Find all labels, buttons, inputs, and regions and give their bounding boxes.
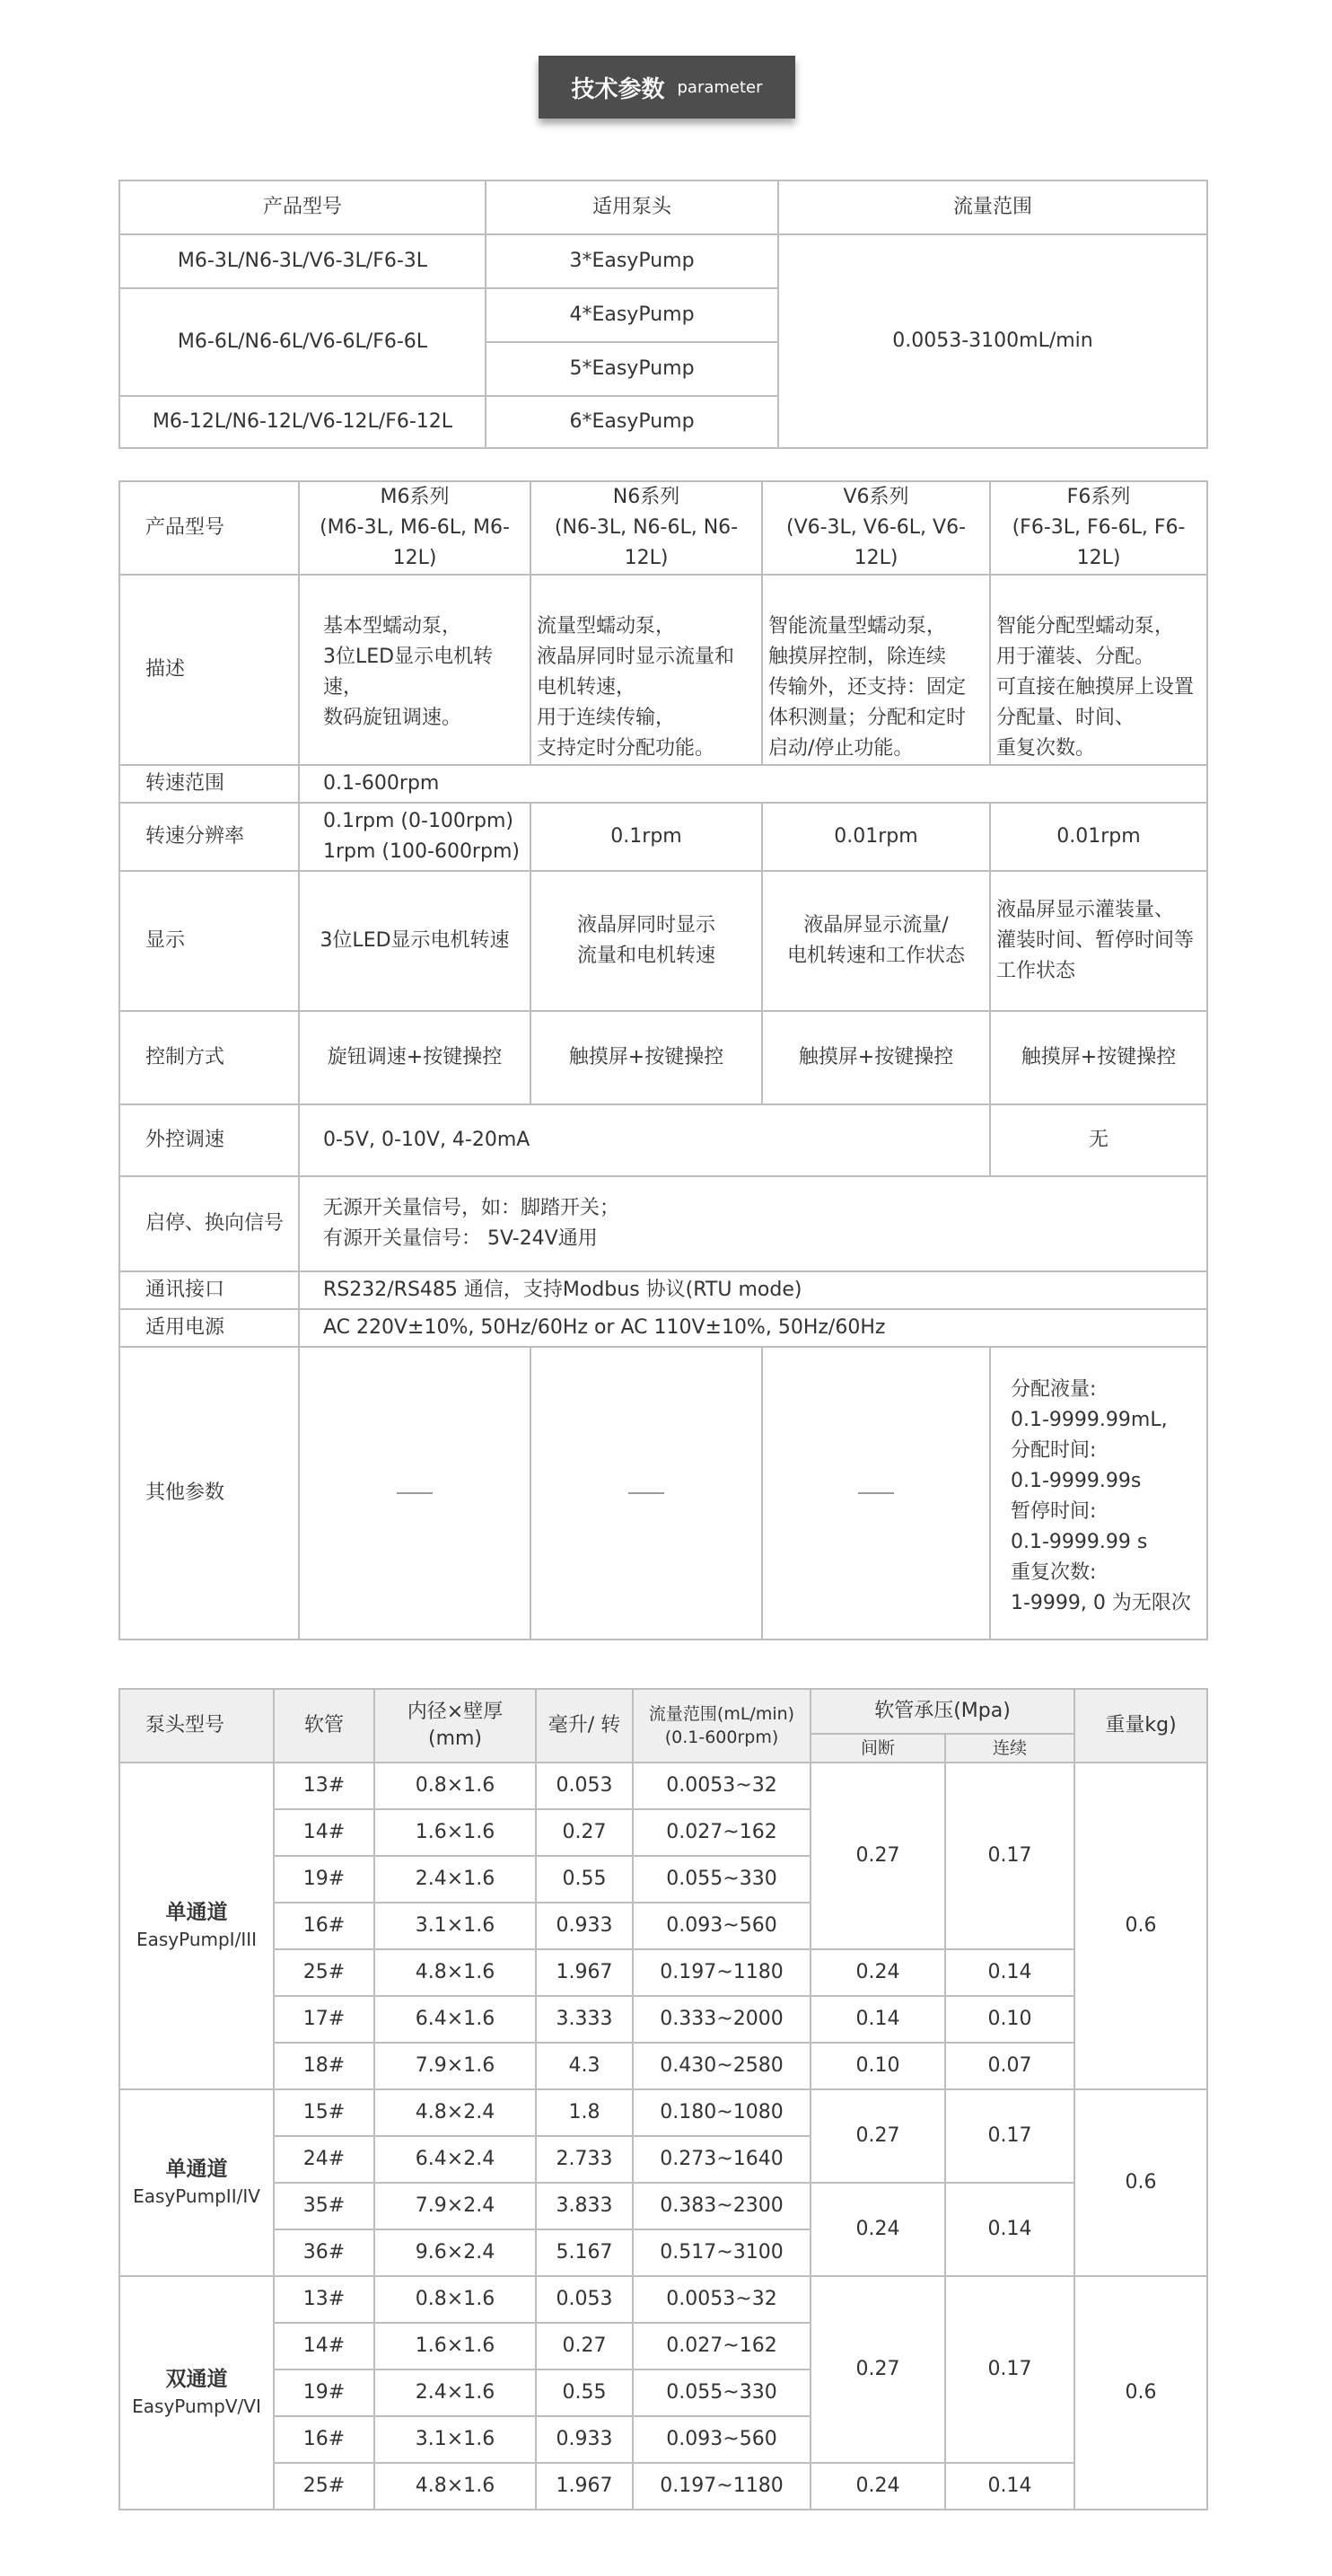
desc-m6: 基本型蠕动泵， 3位LED显示电机转速， 数码旋钮调速。 xyxy=(299,575,530,765)
continuous-cell: 0.14 xyxy=(945,2183,1074,2276)
dims-cell: 2.4×1.6 xyxy=(374,1856,536,1903)
tube-cell: 24# xyxy=(274,2136,374,2183)
continuous-cell: 0.17 xyxy=(945,2089,1074,2183)
dims-cell: 1.6×1.6 xyxy=(374,2323,536,2369)
flow-range-cell: 0.0053-3100mL/min xyxy=(778,234,1207,448)
series-header-f6: F6系列 (F6-3L, F6-6L, F6-12L) xyxy=(990,481,1207,575)
ml-cell: 0.053 xyxy=(536,1763,633,1809)
flow-cell: 0.180~1080 xyxy=(633,2089,811,2136)
dash-mark xyxy=(628,1492,664,1494)
row-label: 转速范围 xyxy=(119,765,299,803)
ml-cell: 1.967 xyxy=(536,2463,633,2510)
flow-cell: 0.197~1180 xyxy=(633,2463,811,2510)
tube-cell: 13# xyxy=(274,1763,374,1809)
intermittent-cell: 0.24 xyxy=(811,1949,945,1996)
tube-cell: 14# xyxy=(274,2323,374,2369)
control-m6: 旋钮调速+按键操控 xyxy=(299,1011,530,1104)
other-n6 xyxy=(530,1347,762,1640)
dims-cell: 4.8×1.6 xyxy=(374,2463,536,2510)
intermittent-cell: 0.10 xyxy=(811,2043,945,2089)
tube-cell: 18# xyxy=(274,2043,374,2089)
continuous-cell: 0.17 xyxy=(945,1763,1074,1949)
pump-cell: 5*EasyPump xyxy=(486,342,778,396)
header-cell: 软管承压(Mpa) xyxy=(811,1689,1074,1734)
section-banner xyxy=(539,56,795,119)
other-v6 xyxy=(762,1347,990,1640)
flow-cell: 0.383~2300 xyxy=(633,2183,811,2229)
desc-f6: 智能分配型蠕动泵， 用于灌装、分配。 可直接在触摸屏上设置 分配量、时间、 重复次数。 xyxy=(990,575,1207,765)
flow-cell: 0.055~330 xyxy=(633,2369,811,2416)
tube-cell: 19# xyxy=(274,2369,374,2416)
row-label: 显示 xyxy=(119,871,299,1011)
dims-cell: 0.8×1.6 xyxy=(374,2276,536,2323)
desc-n6: 流量型蠕动泵， 液晶屏同时显示流量和 电机转速， 用于连续传输， 支持定时分配功能。 xyxy=(530,575,762,765)
header-cell: 泵头型号 xyxy=(119,1689,274,1763)
weight-cell: 0.6 xyxy=(1074,2276,1207,2510)
row-label: 转速分辨率 xyxy=(119,803,299,871)
continuous-cell: 0.17 xyxy=(945,2276,1074,2463)
flow-cell: 0.333~2000 xyxy=(633,1996,811,2043)
resolution-n6: 0.1rpm xyxy=(530,803,762,871)
ml-cell: 5.167 xyxy=(536,2229,633,2276)
continuous-cell: 0.14 xyxy=(945,1949,1074,1996)
ml-cell: 0.27 xyxy=(536,2323,633,2369)
flow-cell: 0.430~2580 xyxy=(633,2043,811,2089)
tube-cell: 13# xyxy=(274,2276,374,2323)
ml-cell: 1.967 xyxy=(536,1949,633,1996)
control-v6: 触摸屏+按键操控 xyxy=(762,1011,990,1104)
ml-cell: 2.733 xyxy=(536,2136,633,2183)
tube-cell: 16# xyxy=(274,1903,374,1949)
dash-mark xyxy=(858,1492,894,1494)
dims-cell: 3.1×1.6 xyxy=(374,1903,536,1949)
intermittent-cell: 0.24 xyxy=(811,2463,945,2510)
ml-cell: 3.833 xyxy=(536,2183,633,2229)
dims-cell: 0.8×1.6 xyxy=(374,1763,536,1809)
row-label: 适用电源 xyxy=(119,1309,299,1347)
row-label: 外控调速 xyxy=(119,1104,299,1176)
external-control-value: 0-5V, 0-10V, 4-20mA xyxy=(299,1104,990,1176)
ml-cell: 0.55 xyxy=(536,2369,633,2416)
resolution-f6: 0.01rpm xyxy=(990,803,1207,871)
tube-cell: 25# xyxy=(274,1949,374,1996)
signal-value: 无源开关量信号，如：脚踏开关； 有源开关量信号： 5V-24V通用 xyxy=(299,1176,1207,1271)
dims-cell: 1.6×1.6 xyxy=(374,1809,536,1856)
continuous-cell: 0.10 xyxy=(945,1996,1074,2043)
model-cell: M6-12L/N6-12L/V6-12L/F6-12L xyxy=(119,396,486,448)
dims-cell: 7.9×1.6 xyxy=(374,2043,536,2089)
control-f6: 触摸屏+按键操控 xyxy=(990,1011,1207,1104)
dims-cell: 6.4×2.4 xyxy=(374,2136,536,2183)
display-m6: 3位LED显示电机转速 xyxy=(299,871,530,1011)
pump-head-table xyxy=(118,1688,1208,2510)
header-cell: 毫升/ 转 xyxy=(536,1689,633,1763)
ml-cell: 0.933 xyxy=(536,1903,633,1949)
header-cell: 内径×壁厚(mm) xyxy=(374,1689,536,1763)
row-label: 其他参数 xyxy=(119,1347,299,1640)
section-label: 双通道 EasyPumpV/VI xyxy=(119,2276,274,2510)
flow-cell: 0.197~1180 xyxy=(633,1949,811,1996)
flow-cell: 0.0053~32 xyxy=(633,1763,811,1809)
other-f6: 分配液量: 0.1-9999.99mL, 分配时间: 0.1-9999.99s 暂停时间: 0.1-9999.99 s 重复次数: 1-9999, 0 为无限次 xyxy=(990,1347,1207,1640)
header-cell: 连续 xyxy=(945,1734,1074,1763)
model-cell: M6-3L/N6-3L/V6-3L/F6-3L xyxy=(119,234,486,288)
flow-cell: 0.055~330 xyxy=(633,1856,811,1903)
ml-cell: 0.27 xyxy=(536,1809,633,1856)
other-m6 xyxy=(299,1347,530,1640)
speed-range-value: 0.1-600rpm xyxy=(299,765,1207,803)
flow-cell: 0.273~1640 xyxy=(633,2136,811,2183)
resolution-v6: 0.01rpm xyxy=(762,803,990,871)
intermittent-cell: 0.27 xyxy=(811,2089,945,2183)
resolution-m6: 0.1rpm (0-100rpm) 1rpm (100-600rpm) xyxy=(299,803,530,871)
dash-mark xyxy=(397,1492,433,1494)
tube-cell: 17# xyxy=(274,1996,374,2043)
section-label: 单通道 EasyPumpI/III xyxy=(119,1763,274,2089)
series-spec-table xyxy=(118,480,1208,1640)
dims-cell: 3.1×1.6 xyxy=(374,2416,536,2463)
model-cell: M6-6L/N6-6L/V6-6L/F6-6L xyxy=(119,288,486,396)
tube-cell: 35# xyxy=(274,2183,374,2229)
header-cell: 间断 xyxy=(811,1734,945,1763)
header-cell: 重量kg) xyxy=(1074,1689,1207,1763)
banner-title-en: parameter xyxy=(677,77,763,97)
continuous-cell: 0.14 xyxy=(945,2463,1074,2510)
weight-cell: 0.6 xyxy=(1074,1763,1207,2089)
ml-cell: 0.053 xyxy=(536,2276,633,2323)
flow-cell: 0.027~162 xyxy=(633,2323,811,2369)
tube-cell: 36# xyxy=(274,2229,374,2276)
tube-cell: 25# xyxy=(274,2463,374,2510)
series-header-m6: M6系列 (M6-3L, M6-6L, M6-12L) xyxy=(299,481,530,575)
header-cell: 产品型号 xyxy=(119,180,486,234)
control-n6: 触摸屏+按键操控 xyxy=(530,1011,762,1104)
flow-cell: 0.517~3100 xyxy=(633,2229,811,2276)
power-value: AC 220V±10%, 50Hz/60Hz or AC 110V±10%, 50Hz/60Hz xyxy=(299,1309,1207,1347)
dims-cell: 6.4×1.6 xyxy=(374,1996,536,2043)
ml-cell: 4.3 xyxy=(536,2043,633,2089)
banner-title-cn: 技术参数 xyxy=(571,75,665,103)
dims-cell: 4.8×2.4 xyxy=(374,2089,536,2136)
row-label: 通讯接口 xyxy=(119,1271,299,1309)
external-control-f6: 无 xyxy=(990,1104,1207,1176)
flow-cell: 0.0053~32 xyxy=(633,2276,811,2323)
display-f6: 液晶屏显示灌装量、 灌装时间、暂停时间等 工作状态 xyxy=(990,871,1207,1011)
desc-v6: 智能流量型蠕动泵， 触摸屏控制，除连续 传输外，还支持：固定 体积测量；分配和定时 启动/停止功能。 xyxy=(762,575,990,765)
model-pump-table xyxy=(118,180,1208,449)
row-label: 产品型号 xyxy=(119,481,299,575)
ml-cell: 1.8 xyxy=(536,2089,633,2136)
tube-cell: 19# xyxy=(274,1856,374,1903)
pump-cell: 4*EasyPump xyxy=(486,288,778,342)
ml-cell: 0.933 xyxy=(536,2416,633,2463)
display-v6: 液晶屏显示流量/ 电机转速和工作状态 xyxy=(762,871,990,1011)
dims-cell: 4.8×1.6 xyxy=(374,1949,536,1996)
continuous-cell: 0.07 xyxy=(945,2043,1074,2089)
tube-cell: 14# xyxy=(274,1809,374,1856)
intermittent-cell: 0.27 xyxy=(811,1763,945,1949)
header-cell: 适用泵头 xyxy=(486,180,778,234)
ml-cell: 3.333 xyxy=(536,1996,633,2043)
header-cell: 软管 xyxy=(274,1689,374,1763)
header-cell: 流量范围(mL/min) (0.1-600rpm) xyxy=(633,1689,811,1763)
row-label: 启停、换向信号 xyxy=(119,1176,299,1271)
dims-cell: 9.6×2.4 xyxy=(374,2229,536,2276)
series-header-n6: N6系列 (N6-3L, N6-6L, N6-12L) xyxy=(530,481,762,575)
pump-cell: 3*EasyPump xyxy=(486,234,778,288)
tube-cell: 16# xyxy=(274,2416,374,2463)
series-header-v6: V6系列 (V6-3L, V6-6L, V6-12L) xyxy=(762,481,990,575)
comm-value: RS232/RS485 通信，支持Modbus 协议(RTU mode) xyxy=(299,1271,1207,1309)
intermittent-cell: 0.14 xyxy=(811,1996,945,2043)
ml-cell: 0.55 xyxy=(536,1856,633,1903)
row-label: 控制方式 xyxy=(119,1011,299,1104)
intermittent-cell: 0.24 xyxy=(811,2183,945,2276)
flow-cell: 0.093~560 xyxy=(633,2416,811,2463)
display-n6: 液晶屏同时显示 流量和电机转速 xyxy=(530,871,762,1011)
row-label: 描述 xyxy=(119,575,299,765)
dims-cell: 2.4×1.6 xyxy=(374,2369,536,2416)
weight-cell: 0.6 xyxy=(1074,2089,1207,2276)
tube-cell: 15# xyxy=(274,2089,374,2136)
dims-cell: 7.9×2.4 xyxy=(374,2183,536,2229)
pump-cell: 6*EasyPump xyxy=(486,396,778,448)
intermittent-cell: 0.27 xyxy=(811,2276,945,2463)
flow-cell: 0.027~162 xyxy=(633,1809,811,1856)
header-cell: 流量范围 xyxy=(778,180,1207,234)
flow-cell: 0.093~560 xyxy=(633,1903,811,1949)
section-label: 单通道 EasyPumpII/IV xyxy=(119,2089,274,2276)
